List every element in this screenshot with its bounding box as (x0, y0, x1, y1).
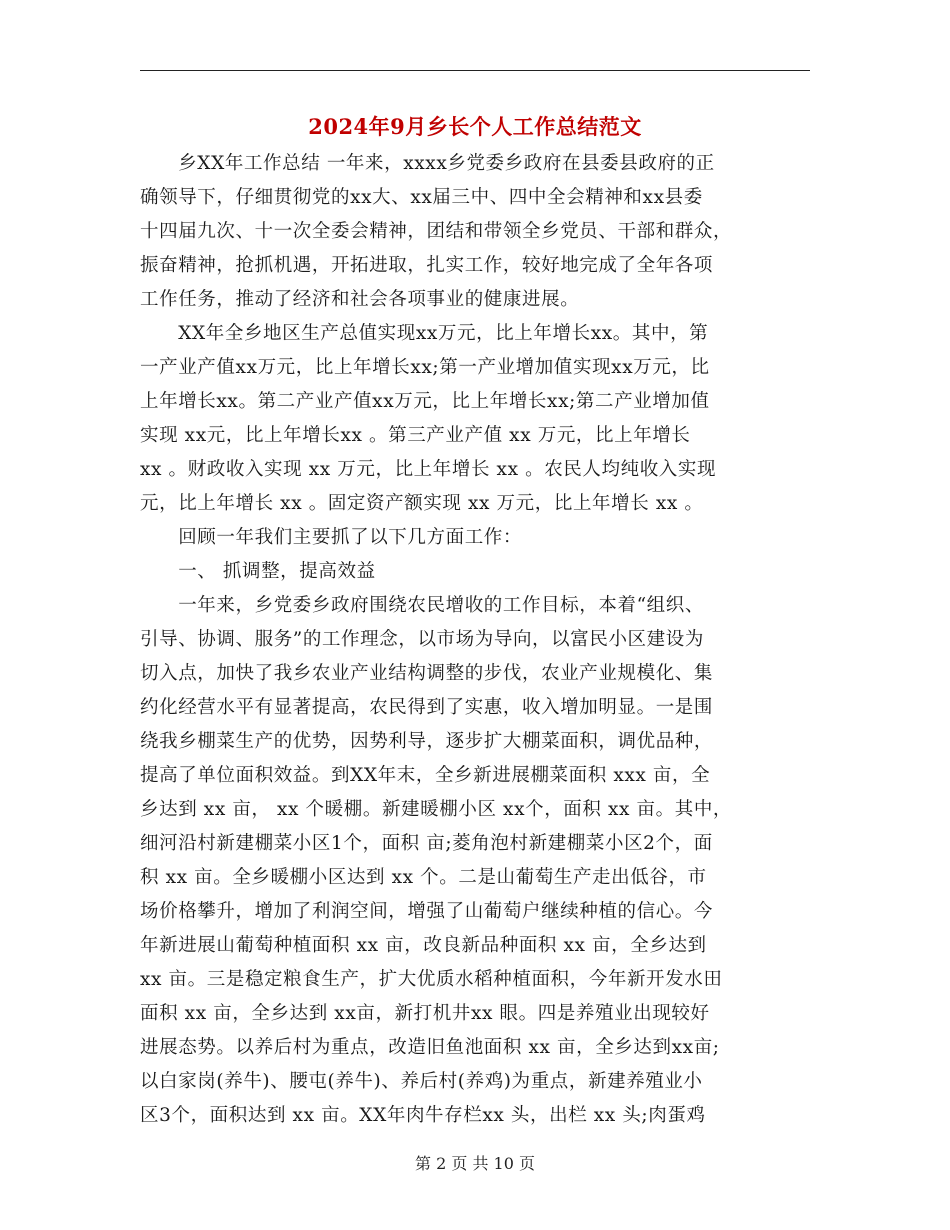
document-body (140, 147, 810, 1133)
body-line: 振奋精神，抢抓机遇，开拓进取，扎实工作，较好地完成了全年各项 (140, 255, 714, 276)
body-line: 切入点，加快了我乡农业产业结构调整的步伐，农业产业规模化、集 (140, 663, 714, 684)
header-rule (140, 70, 810, 71)
body-line: 绕我乡棚菜生产的优势，因势利导，逐步扩大棚菜面积，调优品种， (140, 731, 714, 752)
page-number: 第 2 页 共 10 页 (415, 1154, 535, 1173)
body-line: 一产业产值xx万元，比上年增长xx;第一产业增加值实现xx万元，比 (140, 357, 710, 378)
body-line: 面积 xx 亩，全乡达到 xx亩，新打机井xx 眼。四是养殖业出现较好 (140, 1003, 710, 1024)
body-line: 区3个，面积达到 xx 亩。XX年肉牛存栏xx 头，出栏 xx 头;肉蛋鸡 (140, 1105, 706, 1126)
body-line: 细河沿村新建棚菜小区1个，面积 亩;菱角泡村新建棚菜小区2个，面 (140, 833, 713, 854)
body-line: 积 xx 亩。全乡暖棚小区达到 xx 个。二是山葡萄生产走出低谷，市 (140, 867, 707, 888)
body-line: 一年来，乡党委乡政府围绕农民增收的工作目标，本着“组织、 (140, 595, 704, 616)
document-title: 2024年9月乡长个人工作总结范文 (308, 114, 642, 139)
body-line: 回顾一年我们主要抓了以下几方面工作： (140, 527, 523, 548)
body-line: 元，比上年增长 xx 。固定资产额实现 xx 万元，比上年增长 xx 。 (140, 493, 704, 514)
body-line: 十四届九次、十一次全委会精神，团结和带领全乡党员、干部和群众， (140, 221, 733, 242)
body-line: xx 。财政收入实现 xx 万元，比上年增长 xx 。农民人均纯收入实现 (140, 459, 717, 480)
body-line: 年新进展山葡萄种植面积 xx 亩，改良新品种面积 xx 亩，全乡达到 (140, 935, 707, 956)
body-line: 约化经营水平有显著提高，农民得到了实惠，收入增加明显。一是围 (140, 697, 714, 718)
body-line: XX年全乡地区生产总值实现xx万元，比上年增长xx。其中，第 (140, 323, 709, 344)
body-line: 提高了单位面积效益。到XX年末，全乡新进展棚菜面积 xxx 亩，全 (140, 765, 711, 786)
body-line: 上年增长xx。第二产业产值xx万元，比上年增长xx;第二产业增加值 (140, 391, 710, 412)
body-line: 实现 xx元，比上年增长xx 。第三产业产值 xx 万元，比上年增长 (140, 425, 691, 446)
body-line: 进展态势。以养后村为重点，改造旧鱼池面积 xx 亩，全乡达到xx亩; (140, 1037, 720, 1058)
body-line: 乡达到 xx 亩， xx 个暖棚。新建暖棚小区 xx个，面积 xx 亩。其中， (140, 799, 733, 820)
body-line: 引导、协调、服务”的工作理念，以市场为导向，以富民小区建设为 (140, 629, 704, 650)
body-line: 确领导下，仔细贯彻党的xx大、xx届三中、四中全会精神和xx县委 (140, 187, 703, 208)
body-line: xx 亩。三是稳定粮食生产，扩大优质水稻种植面积，今年新开发水田 (140, 969, 723, 990)
body-line: 以白家岗(养牛)、腰屯(养牛)、养后村(养鸡)为重点，新建养殖业小 (140, 1071, 703, 1092)
body-line: 乡XX年工作总结 一年来，xxxx乡党委乡政府在县委县政府的正 (140, 153, 715, 174)
body-line: 场价格攀升，增加了利润空间，增强了山葡萄户继续种植的信心。今 (140, 901, 714, 922)
body-line: 一、 抓调整，提高效益 (140, 561, 376, 582)
body-line: 工作任务，推动了经济和社会各项事业的健康进展。 (140, 289, 580, 310)
